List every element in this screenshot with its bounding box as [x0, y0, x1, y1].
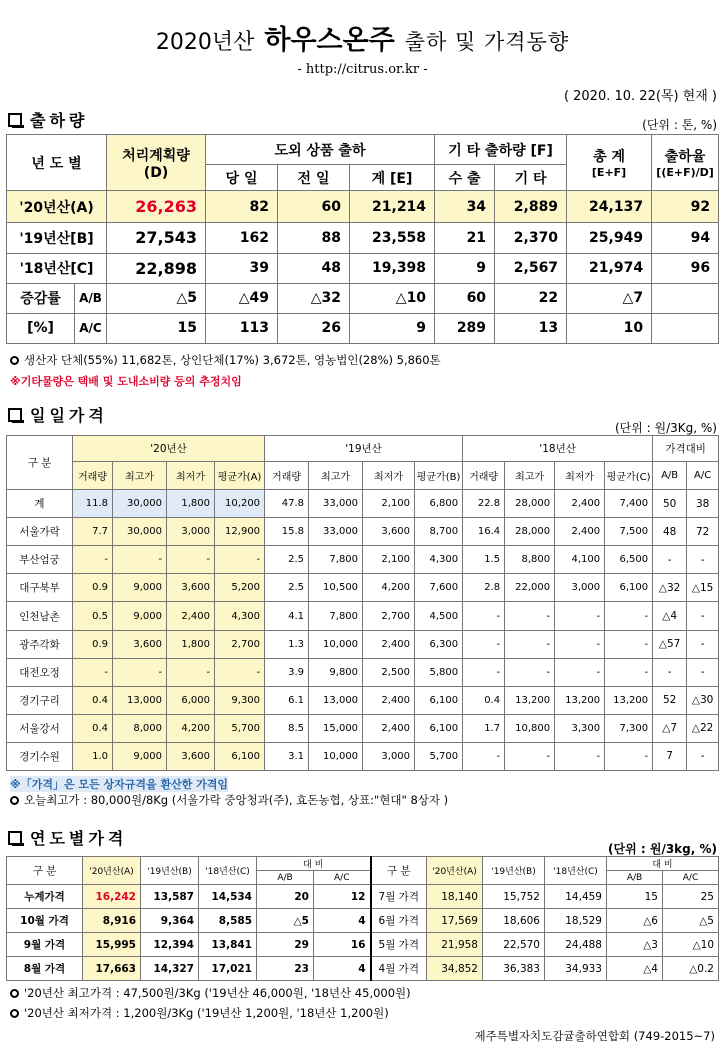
document-title	[0, 18, 725, 57]
price-cell: 22,000	[505, 574, 555, 602]
market-name: 계	[7, 490, 73, 518]
price-cell: △32	[653, 574, 687, 602]
price-cell: 7,400	[605, 490, 653, 518]
header-sum: 계 [E]	[350, 165, 435, 191]
price-cell: 4,300	[415, 546, 463, 574]
price-cell: 4.1	[265, 602, 309, 630]
price-cell: -	[215, 658, 265, 686]
price-cell: -	[555, 658, 605, 686]
market-name: 서울강서	[7, 714, 73, 742]
yearly-price-cell: △10	[663, 933, 719, 957]
price-cell: 5,800	[415, 658, 463, 686]
yearly-price-cell: 20	[257, 885, 314, 909]
price-cell: 50	[653, 490, 687, 518]
market-name: 인천남촌	[7, 602, 73, 630]
price-cell: 30,000	[113, 518, 167, 546]
table-row	[7, 957, 719, 981]
header-day: 당 일	[206, 165, 278, 191]
price-cell: 5,700	[415, 742, 463, 770]
price-cell: 2.5	[265, 546, 309, 574]
period-label: 9월 가격	[7, 933, 83, 957]
price-cell: 13,000	[113, 686, 167, 714]
title-rest: 출하 및 가격동향	[404, 30, 570, 54]
header-outside: 도외 상품 출하	[206, 135, 435, 165]
header-year: 년 도 별	[7, 135, 107, 191]
yearly-price-cell: 14,327	[141, 957, 199, 981]
subheader-cell: 거래량	[463, 462, 505, 490]
subheader-cell: 평균가(A)	[215, 462, 265, 490]
period-label: 누계가격	[7, 885, 83, 909]
period-label: 8월 가격	[7, 957, 83, 981]
table-row	[7, 490, 719, 518]
table-row: [%] A/C 15 113 26 9 289 13 10	[7, 313, 719, 343]
price-cell: △7	[653, 714, 687, 742]
price-cell: 47.8	[265, 490, 309, 518]
yearly-price-cell: 14,459	[545, 885, 607, 909]
daily-section-title: 일일가격	[8, 403, 108, 426]
yearly-price-cell: 21,958	[427, 933, 483, 957]
price-cell: -	[167, 658, 215, 686]
price-cell: 7,800	[309, 602, 363, 630]
yearly-price-cell: 18,606	[483, 909, 545, 933]
price-cell: 8,700	[415, 518, 463, 546]
price-cell: 8,800	[505, 546, 555, 574]
price-cell: -	[113, 658, 167, 686]
yearly-price-cell: 34,852	[427, 957, 483, 981]
price-cell: 15.8	[265, 518, 309, 546]
yearly-price-cell: △5	[257, 909, 314, 933]
producer-note: 생산자 단체(55%) 11,682톤, 상인단체(17%) 3,672톤, 영농법인(28%) 5,860톤	[10, 352, 441, 368]
yearly-price-cell: 8,916	[83, 909, 141, 933]
price-cell: 2,400	[555, 490, 605, 518]
yearly-price-cell: 8,585	[199, 909, 257, 933]
header-2020: '20년산	[73, 436, 265, 462]
shipments-section-title: 출하량	[8, 108, 88, 131]
price-cell: 7,800	[309, 546, 363, 574]
price-cell: 6,100	[415, 686, 463, 714]
price-cell: 2,100	[363, 490, 415, 518]
table-row	[7, 933, 719, 957]
table-row	[7, 885, 719, 909]
price-cell: 13,200	[555, 686, 605, 714]
price-cell: 2.5	[265, 574, 309, 602]
subheader-cell: 최저가	[363, 462, 415, 490]
yearly-price-cell: 9,364	[141, 909, 199, 933]
yearly-price-cell: △5	[663, 909, 719, 933]
price-cell: -	[687, 546, 719, 574]
price-cell: △30	[687, 686, 719, 714]
price-cell: 28,000	[505, 518, 555, 546]
market-name: 경기수원	[7, 742, 73, 770]
site-url: - http://citrus.or.kr -	[297, 62, 428, 77]
price-cell: 13,200	[605, 686, 653, 714]
price-cell: 1,800	[167, 490, 215, 518]
table-row	[7, 546, 719, 574]
price-cell: -	[687, 658, 719, 686]
yearly-price-cell: 16,242	[83, 885, 141, 909]
price-cell: 1.7	[463, 714, 505, 742]
header-2019: '19년산	[265, 436, 463, 462]
price-cell: 52	[653, 686, 687, 714]
header-plan: 처리계획량 (D)	[107, 135, 206, 191]
table-row	[7, 518, 719, 546]
header-2018: '18년산	[463, 436, 653, 462]
price-cell: 0.4	[73, 686, 113, 714]
price-cell: 1,800	[167, 630, 215, 658]
yearly-price-cell: 12	[314, 885, 371, 909]
price-cell: 1.0	[73, 742, 113, 770]
price-cell: 5,700	[215, 714, 265, 742]
price-cell: 6,800	[415, 490, 463, 518]
price-cell: 2,400	[363, 630, 415, 658]
price-cell: 22.8	[463, 490, 505, 518]
price-cell: -	[687, 602, 719, 630]
price-cell: 1.3	[265, 630, 309, 658]
yearly-price-cell: 18,529	[545, 909, 607, 933]
price-cell: -	[653, 658, 687, 686]
price-cell: 72	[687, 518, 719, 546]
yearly-price-cell: 13,587	[141, 885, 199, 909]
yearly-section-title: 연도별가격	[8, 826, 127, 849]
price-cell: 11.8	[73, 490, 113, 518]
market-name: 부산엄궁	[7, 546, 73, 574]
header-export: 수 출	[435, 165, 495, 191]
market-name: 서울가락	[7, 518, 73, 546]
table-row	[7, 686, 719, 714]
yearly-price-cell: 17,569	[427, 909, 483, 933]
price-cell: -	[505, 630, 555, 658]
price-cell: 9,000	[113, 574, 167, 602]
table-row: '18년산[C] 22,898 39 48 19,398 9 2,567 21,974 96	[7, 253, 719, 283]
circle-bullet-icon	[10, 989, 19, 998]
price-cell: 9,800	[309, 658, 363, 686]
yearly-price-cell: 4	[314, 909, 371, 933]
price-cell: 9,000	[113, 602, 167, 630]
price-cell: 6,300	[415, 630, 463, 658]
subheader-cell: 최저가	[167, 462, 215, 490]
price-cell: 6,100	[215, 742, 265, 770]
price-cell: 30,000	[113, 490, 167, 518]
price-cell: 0.9	[73, 630, 113, 658]
price-cell: 33,000	[309, 518, 363, 546]
price-cell: -	[463, 658, 505, 686]
table-row: 증감률 A/B △5 △49 △32 △10 60 22 △7	[7, 283, 719, 313]
price-cell: 10,500	[309, 574, 363, 602]
header-other: 기 타 출하량 [F]	[435, 135, 567, 165]
price-note: ※「가격」은 모든 상자규격을 환산한 가격임	[10, 778, 229, 791]
header-prev: 전 일	[278, 165, 350, 191]
table-row	[7, 630, 719, 658]
season-max-price: '20년산 최고가격 : 47,500원/3Kg ('19년산 46,000원, '18년산 45,000원)	[10, 985, 411, 1001]
subheader-cell: 평균가(B)	[415, 462, 463, 490]
price-cell: 2,400	[363, 686, 415, 714]
yearly-price-cell: 36,383	[483, 957, 545, 981]
subheader-cell: 거래량	[265, 462, 309, 490]
title-year: 2020년산	[155, 30, 255, 55]
price-cell: -	[505, 602, 555, 630]
yearly-price-cell: 23	[257, 957, 314, 981]
price-cell: -	[463, 742, 505, 770]
price-cell: 3,600	[167, 574, 215, 602]
yearly-price-cell: 17,663	[83, 957, 141, 981]
price-cell: 6,000	[167, 686, 215, 714]
price-cell: 10,800	[505, 714, 555, 742]
price-cell: -	[215, 546, 265, 574]
price-cell: -	[555, 630, 605, 658]
yearly-price-cell: △0.2	[663, 957, 719, 981]
yearly-price-cell: 22,570	[483, 933, 545, 957]
yearly-price-cell: 4	[314, 957, 371, 981]
price-cell: 4,200	[167, 714, 215, 742]
price-cell: 13,200	[505, 686, 555, 714]
yearly-price-cell: 15,995	[83, 933, 141, 957]
price-cell: 38	[687, 490, 719, 518]
daily-unit: (단위 : 원/3Kg, %)	[614, 421, 717, 435]
price-cell: 6.1	[265, 686, 309, 714]
price-cell: -	[73, 546, 113, 574]
price-cell: 2,100	[363, 546, 415, 574]
price-cell: 3.1	[265, 742, 309, 770]
price-cell: 2,700	[215, 630, 265, 658]
table-row	[7, 742, 719, 770]
price-cell: 1.5	[463, 546, 505, 574]
table-row: '20년산(A) 26,263 82 60 21,214 34 2,889 24,137 92	[7, 191, 719, 223]
price-cell: -	[505, 742, 555, 770]
price-cell: -	[73, 658, 113, 686]
price-cell: 13,000	[309, 686, 363, 714]
header-etc: 기 타	[495, 165, 567, 191]
period-label: 4월 가격	[371, 957, 427, 981]
price-cell: 5,200	[215, 574, 265, 602]
shipments-unit: (단위 : 톤, %)	[642, 118, 717, 132]
price-cell: 4,500	[415, 602, 463, 630]
price-cell: 8.5	[265, 714, 309, 742]
price-cell: 7,300	[605, 714, 653, 742]
footer-org: 제주특별자치도감귤출하연합회 (749-2015~7)	[474, 1029, 715, 1043]
period-label: 7월 가격	[371, 885, 427, 909]
market-name: 대구북부	[7, 574, 73, 602]
price-cell: △4	[653, 602, 687, 630]
yearly-price-table: 구 분 '20년산(A) '19년산(B) '18년산(C) 대 비 구 분 '20년산(A) '19년산(B) '18년산(C) 대 비 A/B A/C A/B A/C 누계가격 16,242 13,587 14,534 20 12 7월 가격 18,140 15,752 14,459 15 25 10월 가격 8,916 9,364 8,585 △5 4 6월 가격 17,569 18,606 18,529 △6 △5 9월 가격 15,995 12,394 13,841 29 16 5월 가격 21,958 22,570 24,488 △3 △10 8월 가격 17,663 14,327 17,021 23 4 4월 가격 34,852 36,383 34,933 △4 △0.2	[6, 856, 719, 981]
price-cell: 2,500	[363, 658, 415, 686]
price-cell: -	[463, 630, 505, 658]
price-cell: -	[167, 546, 215, 574]
price-cell: 0.9	[73, 574, 113, 602]
price-cell: 9,000	[113, 742, 167, 770]
price-cell: -	[505, 658, 555, 686]
price-cell: 2,700	[363, 602, 415, 630]
report-date: ( 2020. 10. 22(목) 현재 )	[563, 89, 717, 104]
table-row	[7, 658, 719, 686]
price-cell: 8,000	[113, 714, 167, 742]
price-cell: -	[113, 546, 167, 574]
price-cell: 0.4	[73, 714, 113, 742]
price-cell: 7,600	[415, 574, 463, 602]
yearly-price-cell: 14,534	[199, 885, 257, 909]
yearly-price-cell: 17,021	[199, 957, 257, 981]
price-cell: 2,400	[555, 518, 605, 546]
title-main: 하우스온주	[264, 25, 395, 56]
subheader-cell: A/C	[687, 462, 719, 490]
price-cell: 3,000	[363, 742, 415, 770]
price-cell: 10,200	[215, 490, 265, 518]
price-cell: 0.4	[463, 686, 505, 714]
period-label: 6월 가격	[371, 909, 427, 933]
checkbox-square-icon	[8, 408, 22, 422]
yearly-price-cell: 15	[607, 885, 663, 909]
price-cell: 7.7	[73, 518, 113, 546]
price-cell: 10,000	[309, 630, 363, 658]
yearly-price-cell: △6	[607, 909, 663, 933]
yearly-price-cell: 25	[663, 885, 719, 909]
price-cell: 48	[653, 518, 687, 546]
table-row	[7, 909, 719, 933]
price-cell: 16.4	[463, 518, 505, 546]
price-cell: △15	[687, 574, 719, 602]
market-name: 대전오정	[7, 658, 73, 686]
yearly-price-cell: 34,933	[545, 957, 607, 981]
market-name: 경기구리	[7, 686, 73, 714]
price-cell: 3,000	[555, 574, 605, 602]
yearly-unit: (단위 : 원/3kg, %)	[608, 842, 717, 856]
period-label: 5월 가격	[371, 933, 427, 957]
price-cell: 3.9	[265, 658, 309, 686]
shipments-table	[6, 134, 719, 344]
subheader-cell: 최고가	[505, 462, 555, 490]
subheader-cell: 거래량	[73, 462, 113, 490]
yearly-price-cell: 24,488	[545, 933, 607, 957]
price-cell: -	[687, 742, 719, 770]
yearly-price-cell: 15,752	[483, 885, 545, 909]
market-name: 광주각화	[7, 630, 73, 658]
price-cell: △57	[653, 630, 687, 658]
subheader-cell: 최고가	[113, 462, 167, 490]
circle-bullet-icon	[10, 1009, 19, 1018]
price-cell: 3,600	[113, 630, 167, 658]
header-compare: 가격대비	[653, 436, 719, 462]
price-cell: 12,900	[215, 518, 265, 546]
header-rate: 출하율 [(E+F)/D]	[652, 135, 719, 191]
yearly-price-cell: 29	[257, 933, 314, 957]
price-cell: 2,400	[167, 602, 215, 630]
price-cell: 33,000	[309, 490, 363, 518]
daily-price-table	[6, 435, 719, 771]
price-cell: -	[605, 602, 653, 630]
yearly-price-cell: 12,394	[141, 933, 199, 957]
price-cell: 3,600	[167, 742, 215, 770]
price-cell: 6,100	[605, 574, 653, 602]
price-cell: △22	[687, 714, 719, 742]
price-cell: -	[653, 546, 687, 574]
period-label: 10월 가격	[7, 909, 83, 933]
price-cell: 6,100	[415, 714, 463, 742]
table-row	[7, 714, 719, 742]
checkbox-square-icon	[8, 831, 22, 845]
price-cell: 28,000	[505, 490, 555, 518]
price-cell: 2.8	[463, 574, 505, 602]
header-gubun: 구 분	[7, 436, 73, 490]
checkbox-square-icon	[8, 113, 22, 127]
yearly-price-cell: △4	[607, 957, 663, 981]
price-cell: 7	[653, 742, 687, 770]
price-cell: 10,000	[309, 742, 363, 770]
price-cell: -	[555, 742, 605, 770]
header-total: 총 계 [E+F]	[567, 135, 652, 191]
estimate-note: ※기타물량은 택배 및 도내소비량 등의 추정치임	[10, 375, 242, 388]
price-cell: -	[605, 658, 653, 686]
yearly-price-cell: 16	[314, 933, 371, 957]
subheader-cell: A/B	[653, 462, 687, 490]
yearly-price-cell: △3	[607, 933, 663, 957]
table-row	[7, 602, 719, 630]
yearly-price-cell: 13,841	[199, 933, 257, 957]
price-cell: 6,500	[605, 546, 653, 574]
season-min-price: '20년산 최저가격 : 1,200원/3Kg ('19년산 1,200원, '18년산 1,200원)	[10, 1005, 389, 1021]
price-cell: 9,300	[215, 686, 265, 714]
subheader-cell: 최저가	[555, 462, 605, 490]
circle-bullet-icon	[10, 796, 19, 805]
price-cell: -	[463, 602, 505, 630]
table-row	[7, 574, 719, 602]
price-cell: 3,000	[167, 518, 215, 546]
price-cell: 15,000	[309, 714, 363, 742]
table-row: '19년산[B] 27,543 162 88 23,558 21 2,370 25,949 94	[7, 223, 719, 253]
price-cell: -	[605, 630, 653, 658]
price-cell: 3,600	[363, 518, 415, 546]
price-cell: -	[555, 602, 605, 630]
price-cell: 3,300	[555, 714, 605, 742]
price-cell: 0.5	[73, 602, 113, 630]
subheader-cell: 최고가	[309, 462, 363, 490]
subheader-cell: 평균가(C)	[605, 462, 653, 490]
price-cell: 4,100	[555, 546, 605, 574]
price-cell: 2,400	[363, 714, 415, 742]
circle-bullet-icon	[10, 356, 19, 365]
price-cell: 4,300	[215, 602, 265, 630]
today-top-price: 오늘최고가 : 80,000원/8Kg (서울가락 중앙청과(주), 효돈농협, 상표:"현대" 8상자 )	[10, 792, 448, 808]
price-cell: -	[605, 742, 653, 770]
price-cell: -	[687, 630, 719, 658]
yearly-price-cell: 18,140	[427, 885, 483, 909]
price-cell: 7,500	[605, 518, 653, 546]
price-cell: 4,200	[363, 574, 415, 602]
